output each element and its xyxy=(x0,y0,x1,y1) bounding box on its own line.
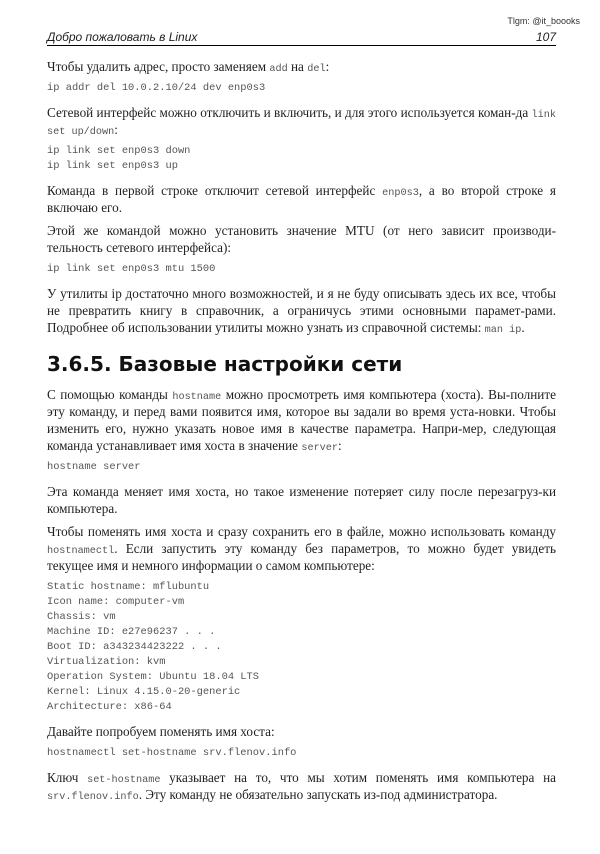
code-block-link-updown: ip link set enp0s3 down ip link set enp0s3 up xyxy=(47,145,191,172)
page-number: 107 xyxy=(535,30,556,44)
paragraph-link-set: Сетевой интерфейс можно отключить и включить, и для этого используется коман-да link set up/down: xyxy=(47,105,556,138)
paragraph-try-change: Давайте попробуем поменять имя хоста: xyxy=(47,724,275,739)
paragraph-first-line: Команда в первой строке отключит сетевой интерфейс enp0s3, а во второй строке я включаю его. xyxy=(47,183,556,215)
paragraph-hostname: С помощью команды hostname можно просмотреть имя компьютера (хоста). Вы-полните эту команду, и перед вами появится имя, которое вы задали во время уста-новки. Чтобы изменить его, нужно указать новое имя в качестве параметра. Напри-мер, следующая команда устанавливает имя хоста в значение server: xyxy=(47,387,556,454)
paragraph-set-hostname-key: Ключ set-hostname указывает на то, что мы хотим поменять имя компьютера на srv.flenov.info. Эту команду не обязательно запускать из-под администратора. xyxy=(47,770,557,803)
section-heading: 3.6.5. Базовые настройки сети xyxy=(47,352,403,376)
paragraph-hostnamectl: Чтобы поменять имя хоста и сразу сохранить его в файле, можно использовать команду hostnamectl. Если запустить эту команду без параметров, то можно будет увидеть текущее имя и немного информации о самом компьютере: xyxy=(47,524,556,573)
paragraph-ip-utility: У утилиты ip достаточно много возможностей, и я не буду описывать здесь их все, чтобы не превратить книгу в справочник, а ограничусь этими основными парамет-рами. Подробнее об использовании утилиты можно узнать из справочной системы: man ip. xyxy=(47,286,556,336)
paragraph-reboot: Эта команда меняет имя хоста, но такое изменение потеряет силу после перезагруз-ки компьютера. xyxy=(47,484,556,516)
header-title: Добро пожаловать в Linux xyxy=(47,30,198,44)
running-header xyxy=(47,30,556,46)
code-block-hostname-server: hostname server xyxy=(47,461,141,473)
telegram-label: Tlgm: @it_boooks xyxy=(507,16,580,26)
code-block-hostnamectl-output: Static hostname: mflubuntu Icon name: computer-vm Chassis: vm Machine ID: e27e96237 . . . Boot ID: a343234423222 . . . Virtualization: kvm Operation System: Ubuntu 18.04 LTS Kernel: Linux 4.15.0-20-generic Architecture: x86-64 xyxy=(47,581,260,713)
code-block-mtu: ip link set enp0s3 mtu 1500 xyxy=(47,263,216,275)
code-block-set-hostname: hostnamectl set-hostname srv.flenov.info xyxy=(47,747,297,759)
code-block-addr-del: ip addr del 10.0.2.10/24 dev enp0s3 xyxy=(47,82,266,94)
paragraph-delete-address: Чтобы удалить адрес, просто заменяем add на del: xyxy=(47,59,330,75)
paragraph-mtu: Этой же командой можно установить значение MTU (от него зависит производи-тельность сетевого интерфейса): xyxy=(47,223,556,255)
page-content xyxy=(47,58,556,809)
